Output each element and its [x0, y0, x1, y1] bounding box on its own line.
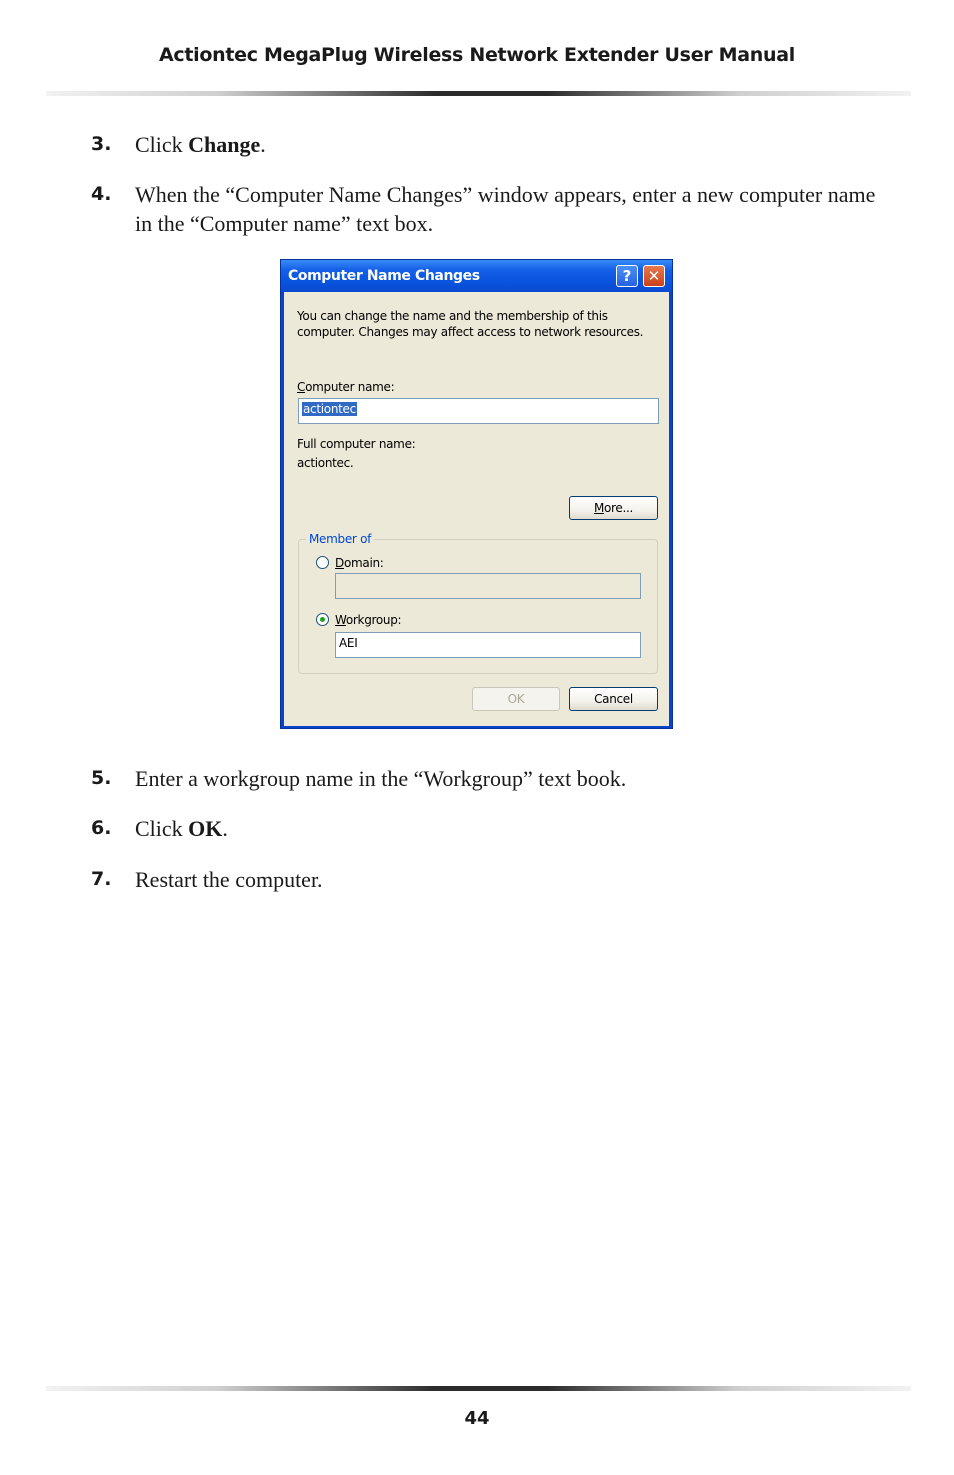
help-button[interactable]: [616, 265, 638, 287]
workgroup-label: [335, 612, 401, 628]
access-key: M: [593, 501, 604, 515]
step-text-prefix: Click: [135, 816, 189, 841]
step-text: When the “Computer Name Changes” window appears, enter a new computer name in the “Computer name” text box.: [135, 182, 876, 236]
page-number: 44: [464, 1408, 490, 1429]
workgroup-value: AEI: [339, 636, 358, 650]
step-number: 3.: [91, 133, 112, 155]
computer-name-input[interactable]: [298, 398, 659, 424]
step-text: Restart the computer.: [135, 867, 323, 892]
label-text: omain:: [343, 556, 384, 570]
full-computer-name-label: Full computer name:: [297, 437, 416, 451]
dialog-description: You can change the name and the membership of this computer. Changes may affect access to network resources.: [297, 309, 644, 339]
more-button[interactable]: [569, 496, 658, 520]
step-number: 7.: [91, 868, 112, 890]
step-text: [135, 130, 880, 159]
label-text: orkgroup:: [345, 613, 402, 627]
radio-selected-dot: [320, 617, 325, 622]
access-key: D: [335, 556, 344, 570]
workgroup-input[interactable]: [335, 632, 641, 658]
step-number: 6.: [91, 817, 112, 839]
header-rule: [46, 91, 911, 96]
step-text: Enter a workgroup name in the “Workgroup” text book.: [135, 766, 627, 791]
access-key: C: [297, 380, 306, 394]
domain-radio[interactable]: [316, 556, 329, 569]
computer-name-changes-dialog: [280, 259, 673, 729]
ok-button[interactable]: OK: [472, 687, 560, 711]
step-number: 4.: [91, 183, 112, 205]
access-key: W: [335, 613, 346, 627]
step-text: [135, 814, 880, 843]
computer-name-label: [297, 379, 394, 395]
dialog-titlebar[interactable]: [281, 260, 672, 292]
close-button[interactable]: [643, 265, 665, 287]
step-text-suffix: .: [260, 132, 266, 157]
computer-name-value: actiontec: [303, 402, 356, 416]
step-text-bold: OK: [188, 816, 223, 841]
footer-rule: [46, 1386, 911, 1391]
step-text-prefix: Click: [135, 132, 189, 157]
step-text-bold: Change: [188, 132, 261, 157]
button-label: ore...: [604, 501, 634, 515]
member-of-label: Member of: [306, 532, 374, 546]
dialog-title: Computer Name Changes: [288, 268, 480, 284]
help-icon: ?: [622, 267, 632, 285]
cancel-button[interactable]: Cancel: [569, 687, 658, 711]
domain-input[interactable]: [335, 573, 641, 599]
step-number: 5.: [91, 767, 112, 789]
close-icon: ✕: [647, 267, 661, 285]
label-text: omputer name:: [305, 380, 395, 394]
workgroup-radio[interactable]: [316, 613, 329, 626]
full-computer-name-value: actiontec.: [297, 456, 354, 470]
domain-label: [335, 555, 384, 571]
manual-title: Actiontec MegaPlug Wireless Network Extender User Manual: [159, 44, 795, 66]
dialog-body: [284, 292, 669, 726]
step-text-suffix: .: [222, 816, 228, 841]
